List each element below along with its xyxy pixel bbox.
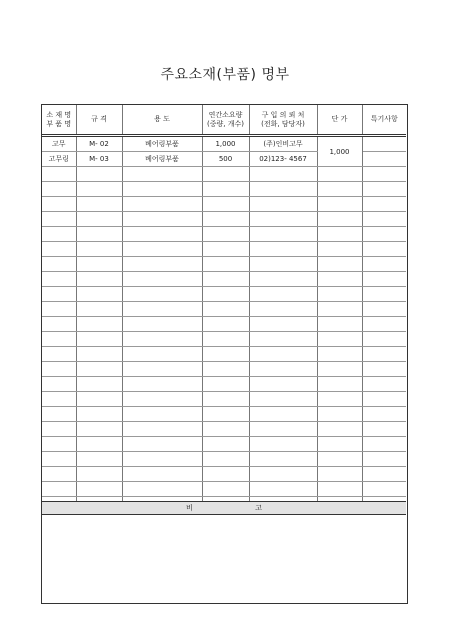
empty-cell bbox=[122, 392, 202, 407]
empty-cell bbox=[42, 482, 76, 497]
cell-supplier: (주)인비고무 bbox=[249, 136, 317, 152]
empty-cell bbox=[362, 167, 406, 182]
empty-cell bbox=[362, 302, 406, 317]
empty-cell bbox=[76, 452, 122, 467]
empty-cell bbox=[42, 302, 76, 317]
empty-cell bbox=[317, 377, 362, 392]
cell-qty: 1,000 bbox=[202, 136, 249, 152]
empty-cell bbox=[202, 332, 249, 347]
empty-cell bbox=[317, 332, 362, 347]
empty-cell bbox=[122, 407, 202, 422]
empty-cell bbox=[76, 467, 122, 482]
cell-qty: 500 bbox=[202, 152, 249, 167]
cell-notes bbox=[362, 136, 406, 152]
empty-cell bbox=[122, 257, 202, 272]
table-row bbox=[42, 136, 406, 152]
empty-cell bbox=[249, 452, 317, 467]
header-supplier-line1: 구 입 의 뢰 처 bbox=[261, 110, 305, 119]
empty-cell bbox=[317, 287, 362, 302]
empty-cell bbox=[362, 482, 406, 497]
empty-cell bbox=[249, 467, 317, 482]
page-title: 주요소재(부품) 명부 bbox=[160, 67, 290, 83]
empty-cell bbox=[317, 167, 362, 182]
empty-cell bbox=[317, 227, 362, 242]
empty-cell bbox=[202, 182, 249, 197]
empty-cell bbox=[202, 467, 249, 482]
empty-table-row bbox=[42, 362, 406, 377]
empty-cell bbox=[317, 407, 362, 422]
empty-cell bbox=[249, 302, 317, 317]
empty-cell bbox=[122, 182, 202, 197]
empty-cell bbox=[249, 377, 317, 392]
empty-cell bbox=[362, 467, 406, 482]
empty-cell bbox=[317, 347, 362, 362]
empty-cell bbox=[362, 227, 406, 242]
empty-table-row bbox=[42, 482, 406, 497]
header-annual-usage-line2: (중량, 개수) bbox=[207, 119, 244, 128]
empty-cell bbox=[362, 272, 406, 287]
empty-cell bbox=[202, 347, 249, 362]
empty-cell bbox=[202, 167, 249, 182]
cell-usage: 베어링부품 bbox=[122, 152, 202, 167]
header-unit-price: 단 가 bbox=[317, 105, 362, 136]
empty-cell bbox=[42, 317, 76, 332]
empty-cell bbox=[122, 452, 202, 467]
empty-cell bbox=[42, 182, 76, 197]
empty-cell bbox=[76, 227, 122, 242]
empty-cell bbox=[42, 407, 76, 422]
empty-table-row bbox=[42, 332, 406, 347]
empty-table-row bbox=[42, 167, 406, 182]
remarks-header bbox=[42, 501, 406, 515]
empty-cell bbox=[249, 212, 317, 227]
header-material-name bbox=[42, 105, 76, 136]
empty-cell bbox=[202, 392, 249, 407]
empty-cell bbox=[122, 332, 202, 347]
empty-cell bbox=[249, 182, 317, 197]
empty-cell bbox=[317, 242, 362, 257]
empty-cell bbox=[122, 227, 202, 242]
empty-cell bbox=[202, 422, 249, 437]
empty-cell bbox=[76, 347, 122, 362]
table-body bbox=[42, 136, 406, 512]
empty-cell bbox=[42, 422, 76, 437]
empty-cell bbox=[76, 407, 122, 422]
empty-table-row bbox=[42, 437, 406, 452]
empty-cell bbox=[362, 317, 406, 332]
empty-cell bbox=[122, 212, 202, 227]
empty-table-row bbox=[42, 347, 406, 362]
empty-cell bbox=[42, 197, 76, 212]
empty-table-row bbox=[42, 422, 406, 437]
cell-supplier: 02)123- 4567 bbox=[249, 152, 317, 167]
empty-cell bbox=[317, 392, 362, 407]
empty-cell bbox=[122, 272, 202, 287]
empty-cell bbox=[202, 257, 249, 272]
empty-cell bbox=[317, 182, 362, 197]
empty-table-row bbox=[42, 227, 406, 242]
empty-cell bbox=[202, 317, 249, 332]
empty-cell bbox=[122, 377, 202, 392]
empty-cell bbox=[249, 317, 317, 332]
material-register-table bbox=[42, 105, 406, 512]
empty-cell bbox=[249, 362, 317, 377]
empty-cell bbox=[249, 287, 317, 302]
empty-cell bbox=[122, 347, 202, 362]
remarks-label-right: 고 bbox=[255, 504, 262, 512]
empty-cell bbox=[76, 317, 122, 332]
cell-unit-price: 1,000 bbox=[317, 136, 362, 167]
empty-cell bbox=[122, 197, 202, 212]
empty-cell bbox=[317, 302, 362, 317]
empty-table-row bbox=[42, 377, 406, 392]
empty-cell bbox=[249, 347, 317, 362]
empty-cell bbox=[76, 332, 122, 347]
header-supplier-line2: (전화, 담당자) bbox=[261, 119, 305, 128]
empty-table-row bbox=[42, 302, 406, 317]
empty-cell bbox=[202, 272, 249, 287]
empty-table-row bbox=[42, 197, 406, 212]
empty-cell bbox=[202, 242, 249, 257]
empty-cell bbox=[42, 287, 76, 302]
empty-cell bbox=[42, 392, 76, 407]
empty-cell bbox=[122, 302, 202, 317]
empty-cell bbox=[76, 377, 122, 392]
empty-cell bbox=[362, 332, 406, 347]
empty-cell bbox=[362, 407, 406, 422]
empty-cell bbox=[42, 437, 76, 452]
empty-cell bbox=[249, 197, 317, 212]
header-notes: 특기사항 bbox=[362, 105, 406, 136]
empty-cell bbox=[76, 242, 122, 257]
empty-cell bbox=[202, 197, 249, 212]
empty-table-row bbox=[42, 242, 406, 257]
empty-cell bbox=[202, 452, 249, 467]
empty-cell bbox=[249, 272, 317, 287]
empty-cell bbox=[76, 362, 122, 377]
header-material-name-line1: 소 재 명 bbox=[46, 110, 72, 119]
empty-cell bbox=[362, 257, 406, 272]
cell-material: 고무 bbox=[42, 136, 76, 152]
empty-table-row bbox=[42, 212, 406, 227]
empty-cell bbox=[76, 422, 122, 437]
empty-cell bbox=[122, 422, 202, 437]
empty-cell bbox=[76, 482, 122, 497]
empty-cell bbox=[362, 347, 406, 362]
empty-cell bbox=[76, 287, 122, 302]
empty-cell bbox=[42, 272, 76, 287]
empty-cell bbox=[122, 362, 202, 377]
empty-cell bbox=[249, 332, 317, 347]
empty-cell bbox=[362, 392, 406, 407]
empty-cell bbox=[362, 422, 406, 437]
cell-spec: M- 03 bbox=[76, 152, 122, 167]
empty-cell bbox=[42, 332, 76, 347]
empty-cell bbox=[362, 437, 406, 452]
empty-cell bbox=[249, 227, 317, 242]
empty-cell bbox=[362, 197, 406, 212]
empty-cell bbox=[76, 437, 122, 452]
empty-cell bbox=[42, 257, 76, 272]
empty-cell bbox=[202, 287, 249, 302]
empty-cell bbox=[317, 422, 362, 437]
empty-table-row bbox=[42, 287, 406, 302]
empty-table-row bbox=[42, 407, 406, 422]
empty-cell bbox=[249, 392, 317, 407]
empty-cell bbox=[42, 467, 76, 482]
empty-cell bbox=[317, 452, 362, 467]
empty-cell bbox=[317, 362, 362, 377]
header-annual-usage bbox=[202, 105, 249, 136]
empty-cell bbox=[122, 467, 202, 482]
empty-cell bbox=[249, 422, 317, 437]
header-annual-usage-line1: 연간소요량 bbox=[208, 110, 243, 119]
material-register-sheet bbox=[41, 104, 408, 604]
empty-cell bbox=[317, 212, 362, 227]
empty-cell bbox=[202, 212, 249, 227]
empty-cell bbox=[122, 287, 202, 302]
empty-cell bbox=[249, 482, 317, 497]
empty-table-row bbox=[42, 392, 406, 407]
remarks-label-left: 비 bbox=[186, 504, 193, 512]
header-usage: 용 도 bbox=[122, 105, 202, 136]
cell-usage: 베어링부품 bbox=[122, 136, 202, 152]
empty-cell bbox=[76, 212, 122, 227]
empty-cell bbox=[202, 437, 249, 452]
empty-cell bbox=[122, 437, 202, 452]
empty-cell bbox=[202, 362, 249, 377]
empty-cell bbox=[249, 257, 317, 272]
cell-material: 고무링 bbox=[42, 152, 76, 167]
empty-cell bbox=[76, 302, 122, 317]
empty-cell bbox=[76, 197, 122, 212]
empty-table-row bbox=[42, 452, 406, 467]
empty-cell bbox=[42, 377, 76, 392]
header-row bbox=[42, 105, 406, 136]
empty-cell bbox=[317, 257, 362, 272]
cell-spec: M- 02 bbox=[76, 136, 122, 152]
header-spec: 규 격 bbox=[76, 105, 122, 136]
cell-notes bbox=[362, 152, 406, 167]
empty-cell bbox=[249, 242, 317, 257]
empty-cell bbox=[76, 392, 122, 407]
empty-cell bbox=[42, 242, 76, 257]
empty-cell bbox=[76, 272, 122, 287]
empty-cell bbox=[76, 167, 122, 182]
empty-table-row bbox=[42, 182, 406, 197]
empty-cell bbox=[42, 452, 76, 467]
empty-cell bbox=[249, 167, 317, 182]
empty-cell bbox=[42, 227, 76, 242]
empty-table-row bbox=[42, 272, 406, 287]
empty-cell bbox=[202, 377, 249, 392]
empty-cell bbox=[202, 302, 249, 317]
empty-cell bbox=[122, 317, 202, 332]
empty-cell bbox=[42, 167, 76, 182]
empty-cell bbox=[362, 212, 406, 227]
empty-cell bbox=[76, 182, 122, 197]
empty-cell bbox=[362, 182, 406, 197]
empty-cell bbox=[76, 257, 122, 272]
empty-cell bbox=[202, 482, 249, 497]
header-supplier bbox=[249, 105, 317, 136]
empty-cell bbox=[122, 167, 202, 182]
empty-table-row bbox=[42, 467, 406, 482]
empty-cell bbox=[122, 242, 202, 257]
empty-cell bbox=[362, 452, 406, 467]
empty-cell bbox=[317, 467, 362, 482]
empty-cell bbox=[362, 377, 406, 392]
empty-cell bbox=[42, 212, 76, 227]
empty-cell bbox=[317, 197, 362, 212]
empty-cell bbox=[317, 317, 362, 332]
header-material-name-line2: 부 품 명 bbox=[46, 119, 72, 128]
remarks-area bbox=[42, 517, 406, 603]
empty-cell bbox=[122, 482, 202, 497]
empty-table-row bbox=[42, 257, 406, 272]
empty-cell bbox=[317, 482, 362, 497]
empty-table-row bbox=[42, 317, 406, 332]
empty-cell bbox=[317, 272, 362, 287]
empty-cell bbox=[362, 362, 406, 377]
empty-cell bbox=[249, 407, 317, 422]
empty-cell bbox=[362, 287, 406, 302]
empty-cell bbox=[202, 407, 249, 422]
empty-cell bbox=[249, 437, 317, 452]
empty-cell bbox=[42, 362, 76, 377]
empty-cell bbox=[42, 347, 76, 362]
empty-cell bbox=[362, 242, 406, 257]
empty-cell bbox=[317, 437, 362, 452]
empty-cell bbox=[202, 227, 249, 242]
